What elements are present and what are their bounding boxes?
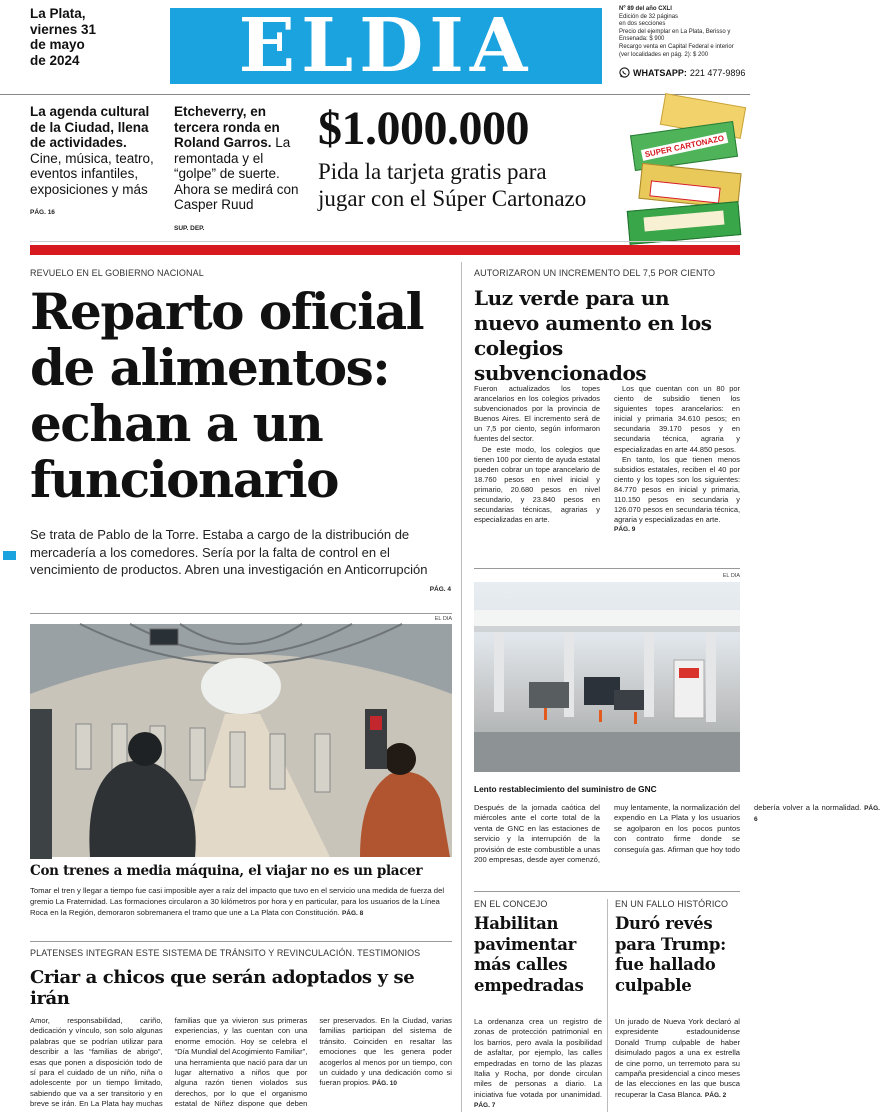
edition-line: Edición de 32 páginas	[619, 13, 679, 20]
paragraph: En tanto, los que tienen menos subsidios estatales, reciben el 40 por ciento y los topes son los siguientes: 84.770 pesos en inicial y primaria, 110.150 pesos en secundaria y 126.070 pesos en secundaria técnica, agraria y especializadas en arte.	[614, 454, 740, 525]
section-divider	[30, 613, 452, 614]
card-label: SUPER CARTONAZO	[640, 132, 727, 161]
adoption-body	[30, 1016, 452, 1114]
cartonazo-cards-image	[628, 100, 744, 242]
promo-line: jugar con el Súper Cartonazo	[318, 186, 587, 211]
council-body	[474, 1017, 602, 1112]
trains-headline[interactable]: Con trenes a media máquina, el viajar no es un placer	[30, 863, 423, 879]
page-ref: PÁG. 4	[429, 586, 451, 593]
schools-kicker: AUTORIZARON UN INCREMENTO DEL 7,5 POR CIENTO	[474, 268, 716, 278]
column-divider	[607, 899, 608, 1112]
trump-kicker: EN UN FALLO HISTÓRICO	[615, 899, 729, 909]
masthead-divider	[0, 94, 750, 95]
page-ref: SUP. DEP.	[174, 224, 205, 232]
edition-number: Nº 89 del año CXLI	[619, 6, 672, 12]
lead-deck: Se trata de Pablo de la Torre. Estaba a cargo de la distribución de mercadería a los comedores. Sería por la falta de control en el vencimiento de productos. Abren una investigación en Anticorrupción	[30, 527, 428, 577]
gnc-text: Después de la jornada caótica del miércoles ante el corte total de la venta de GNC en las estaciones de servicio y la interrupción de la provisión de este combustible a unas 200 empresas, desde ayer comenzó, muy lentamente, la normalización del expendio en La Plata y los usuarios se agolparon en los pocos puntos con contrato firme donde se conseguía gas. Afirman que hoy todo debería volver a la normalidad.	[474, 803, 862, 865]
photo-credit: EL DIA	[434, 616, 452, 622]
edition-line: Ensenada: $ 900	[619, 36, 665, 43]
adoption-kicker: PLATENSES INTEGRAN ESTE SISTEMA DE TRÁNSITO Y REVINCULACIÓN. TESTIMONIOS	[30, 948, 421, 958]
page-ref: PÁG. 16	[30, 209, 55, 216]
gas-station-illustration	[474, 582, 740, 772]
paragraph: Los que cuentan con un 80 por ciento de subsidio tienen los siguientes topes arancelarios: en inicial y primaria 34.610 pesos; en secundaria 39.170 pesos y en secundaria técnica, agraria y especializadas en arte 44.850 pesos.	[614, 384, 740, 454]
gnc-headline[interactable]: Lento restablecimiento del suministro de GNC	[474, 784, 657, 794]
section-divider	[474, 568, 740, 569]
paragraph: Fueron actualizados los topes arancelarios en los colegios privados subvencionados por la provincia de Buenos Aires. El incremento será de un 7,5 por ciento, según informaron fuentes del sector.	[474, 384, 600, 444]
council-headline[interactable]: Habilitan pavimentar más calles empedradas	[474, 914, 584, 995]
masthead-date	[30, 6, 140, 68]
edition-info	[619, 6, 749, 59]
paragraph: De este modo, los colegios que tienen 100 por ciento de ayuda estatal pueden cobrar un tope arancelario de 18.760 pesos en nivel inicial y primario, 20.680 pesos en nivel secundario, y 23.840 pesos en secundarias técnicas, agrarias y especializadas en arte.	[474, 444, 600, 525]
adoption-headline[interactable]: Criar a chicos que serán adoptados y se irán	[30, 967, 415, 1009]
page-ref: PÁG. 10	[372, 1080, 398, 1088]
schools-headline[interactable]: Luz verde para un nuevo aumento en los colegios subvencionados	[474, 286, 712, 385]
page-ref: PÁG. 8	[341, 910, 364, 917]
trump-headline[interactable]: Duró revés para Trump: fue hallado culpable	[615, 914, 726, 995]
gnc-body	[474, 803, 880, 875]
train-station-illustration	[30, 624, 452, 857]
logo-text: ELDIA	[238, 3, 534, 89]
trump-body	[615, 1017, 740, 1101]
teaser-text: La remontada y el “golpe” de suerte. Ahora se medirá con Casper Ruud	[174, 135, 299, 212]
council-kicker: EN EL CONCEJO	[474, 899, 548, 909]
whatsapp-icon	[619, 67, 630, 78]
whatsapp-contact[interactable]	[619, 67, 749, 78]
page-ref: PÁG. 7	[474, 1102, 496, 1110]
date-line: La Plata,	[30, 6, 86, 21]
red-divider-bar	[30, 245, 740, 255]
section-divider	[30, 941, 452, 942]
teaser-rule	[30, 241, 740, 242]
date-line: de mayo	[30, 37, 85, 52]
adoption-text: Amor, responsabilidad, cariño, dedicación y vínculo, son solo algunas palabras que se podrían utilizar para describir a las “familias de abrigo”, esas que ponen a disposición todo de sí para el cuidado de un niño, niña o adolescente por un tiempo limitado, sabiendo que va a ser transitorio y en breve se irán. En La Plata hay muchas familias que ya vivieron sus primeras experiencias, y las cuentan con una enorme emoción. Hoy se celebra el “Día Mundial del Acogimiento Familiar”, una herramienta que nació para dar un lugar alternativo a niños que por alguna razón tienen violados sus derechos, por lo que el organismo estatal de Niñez dispone que deben ser preservados. En la Ciudad, varias familias participan del sistema de tránsito. Coinciden en resaltar las emociones que les genera poder acogerlos al menos por un tiempo, con un cuidado y una dedicación como si fueran propios.	[30, 1016, 452, 1109]
lead-kicker: REVUELO EN EL GOBIERNO NACIONAL	[30, 268, 204, 278]
teaser-tennis[interactable]	[174, 104, 304, 232]
gas-station-photo	[474, 582, 740, 772]
schools-body	[474, 384, 740, 554]
page-ref: PÁG. 2	[704, 1091, 727, 1099]
edition-line: Recargo venta en Capital Federal e interior	[619, 43, 734, 50]
teaser-headline: La agenda cultural de la Ciudad, llena de actividades.	[30, 104, 150, 150]
promo-line: Pida la tarjeta gratis para	[318, 159, 547, 184]
train-station-photo	[30, 624, 452, 857]
trump-text: Un jurado de Nueva York declaró al expresidente estadounidense Donald Trump culpable de haber disimulado pagos a una ex estrella de cine porno, un terremoto para su campaña presidencial a cinco meses de las elecciones en las que busca recuperar la Casa Blanca.	[615, 1017, 740, 1099]
newspaper-logo[interactable]	[170, 3, 602, 89]
date-line: viernes 31	[30, 21, 97, 37]
date-line: de 2024	[30, 52, 80, 68]
trains-text: Tomar el tren y llegar a tiempo fue casi imposible ayer a raíz del impacto que tuvo en el servicio una medida de fuerza del gremio La Fraternidad. Las formaciones circularon a 30 kilómetros por hora y en particular, para los usuarios de la Línea Roca en la Región, demoraron sobremanera el tramo que une a La Plata con Constitución.	[30, 886, 445, 917]
edition-line: Precio del ejemplar en La Plata, Berisso y	[619, 28, 731, 35]
lead-headline[interactable]: Reparto oficial de alimentos: echan a un funcionario	[30, 282, 424, 509]
teaser-culture[interactable]	[30, 104, 160, 216]
column-divider	[461, 262, 462, 1112]
lead-marker	[3, 551, 16, 560]
whatsapp-label: WHATSAPP:	[633, 67, 687, 78]
promo-amount: $1.000.000	[318, 102, 529, 155]
section-divider	[474, 891, 740, 892]
edition-line: (ver localidades en pág. 2): $ 200	[619, 51, 709, 58]
page-ref: PÁG. 9	[614, 526, 636, 534]
whatsapp-number: 221 477-9896	[689, 67, 746, 78]
teaser-headline: Etcheverry, en tercera ronda en Roland Garros.	[174, 104, 280, 150]
teaser-text: Cine, música, teatro, eventos infantiles, exposiciones y más	[30, 150, 154, 197]
promo-cartonazo[interactable]	[318, 104, 740, 242]
council-text: La ordenanza crea un registro de zonas de protección patrimonial en los barrios, pero avala la posibilidad de asfaltar, por ejemplo, las calles empedradas en torno de las plazas Italia y Rocha, por donde circulan miles de personas a diario. La iniciativa fue votada por unanimidad.	[474, 1017, 602, 1099]
edition-line: en dos secciones	[619, 21, 666, 28]
trains-body	[30, 885, 452, 919]
page-ref: PÁG. 6	[754, 805, 880, 824]
photo-credit: EL DIA	[722, 573, 740, 579]
